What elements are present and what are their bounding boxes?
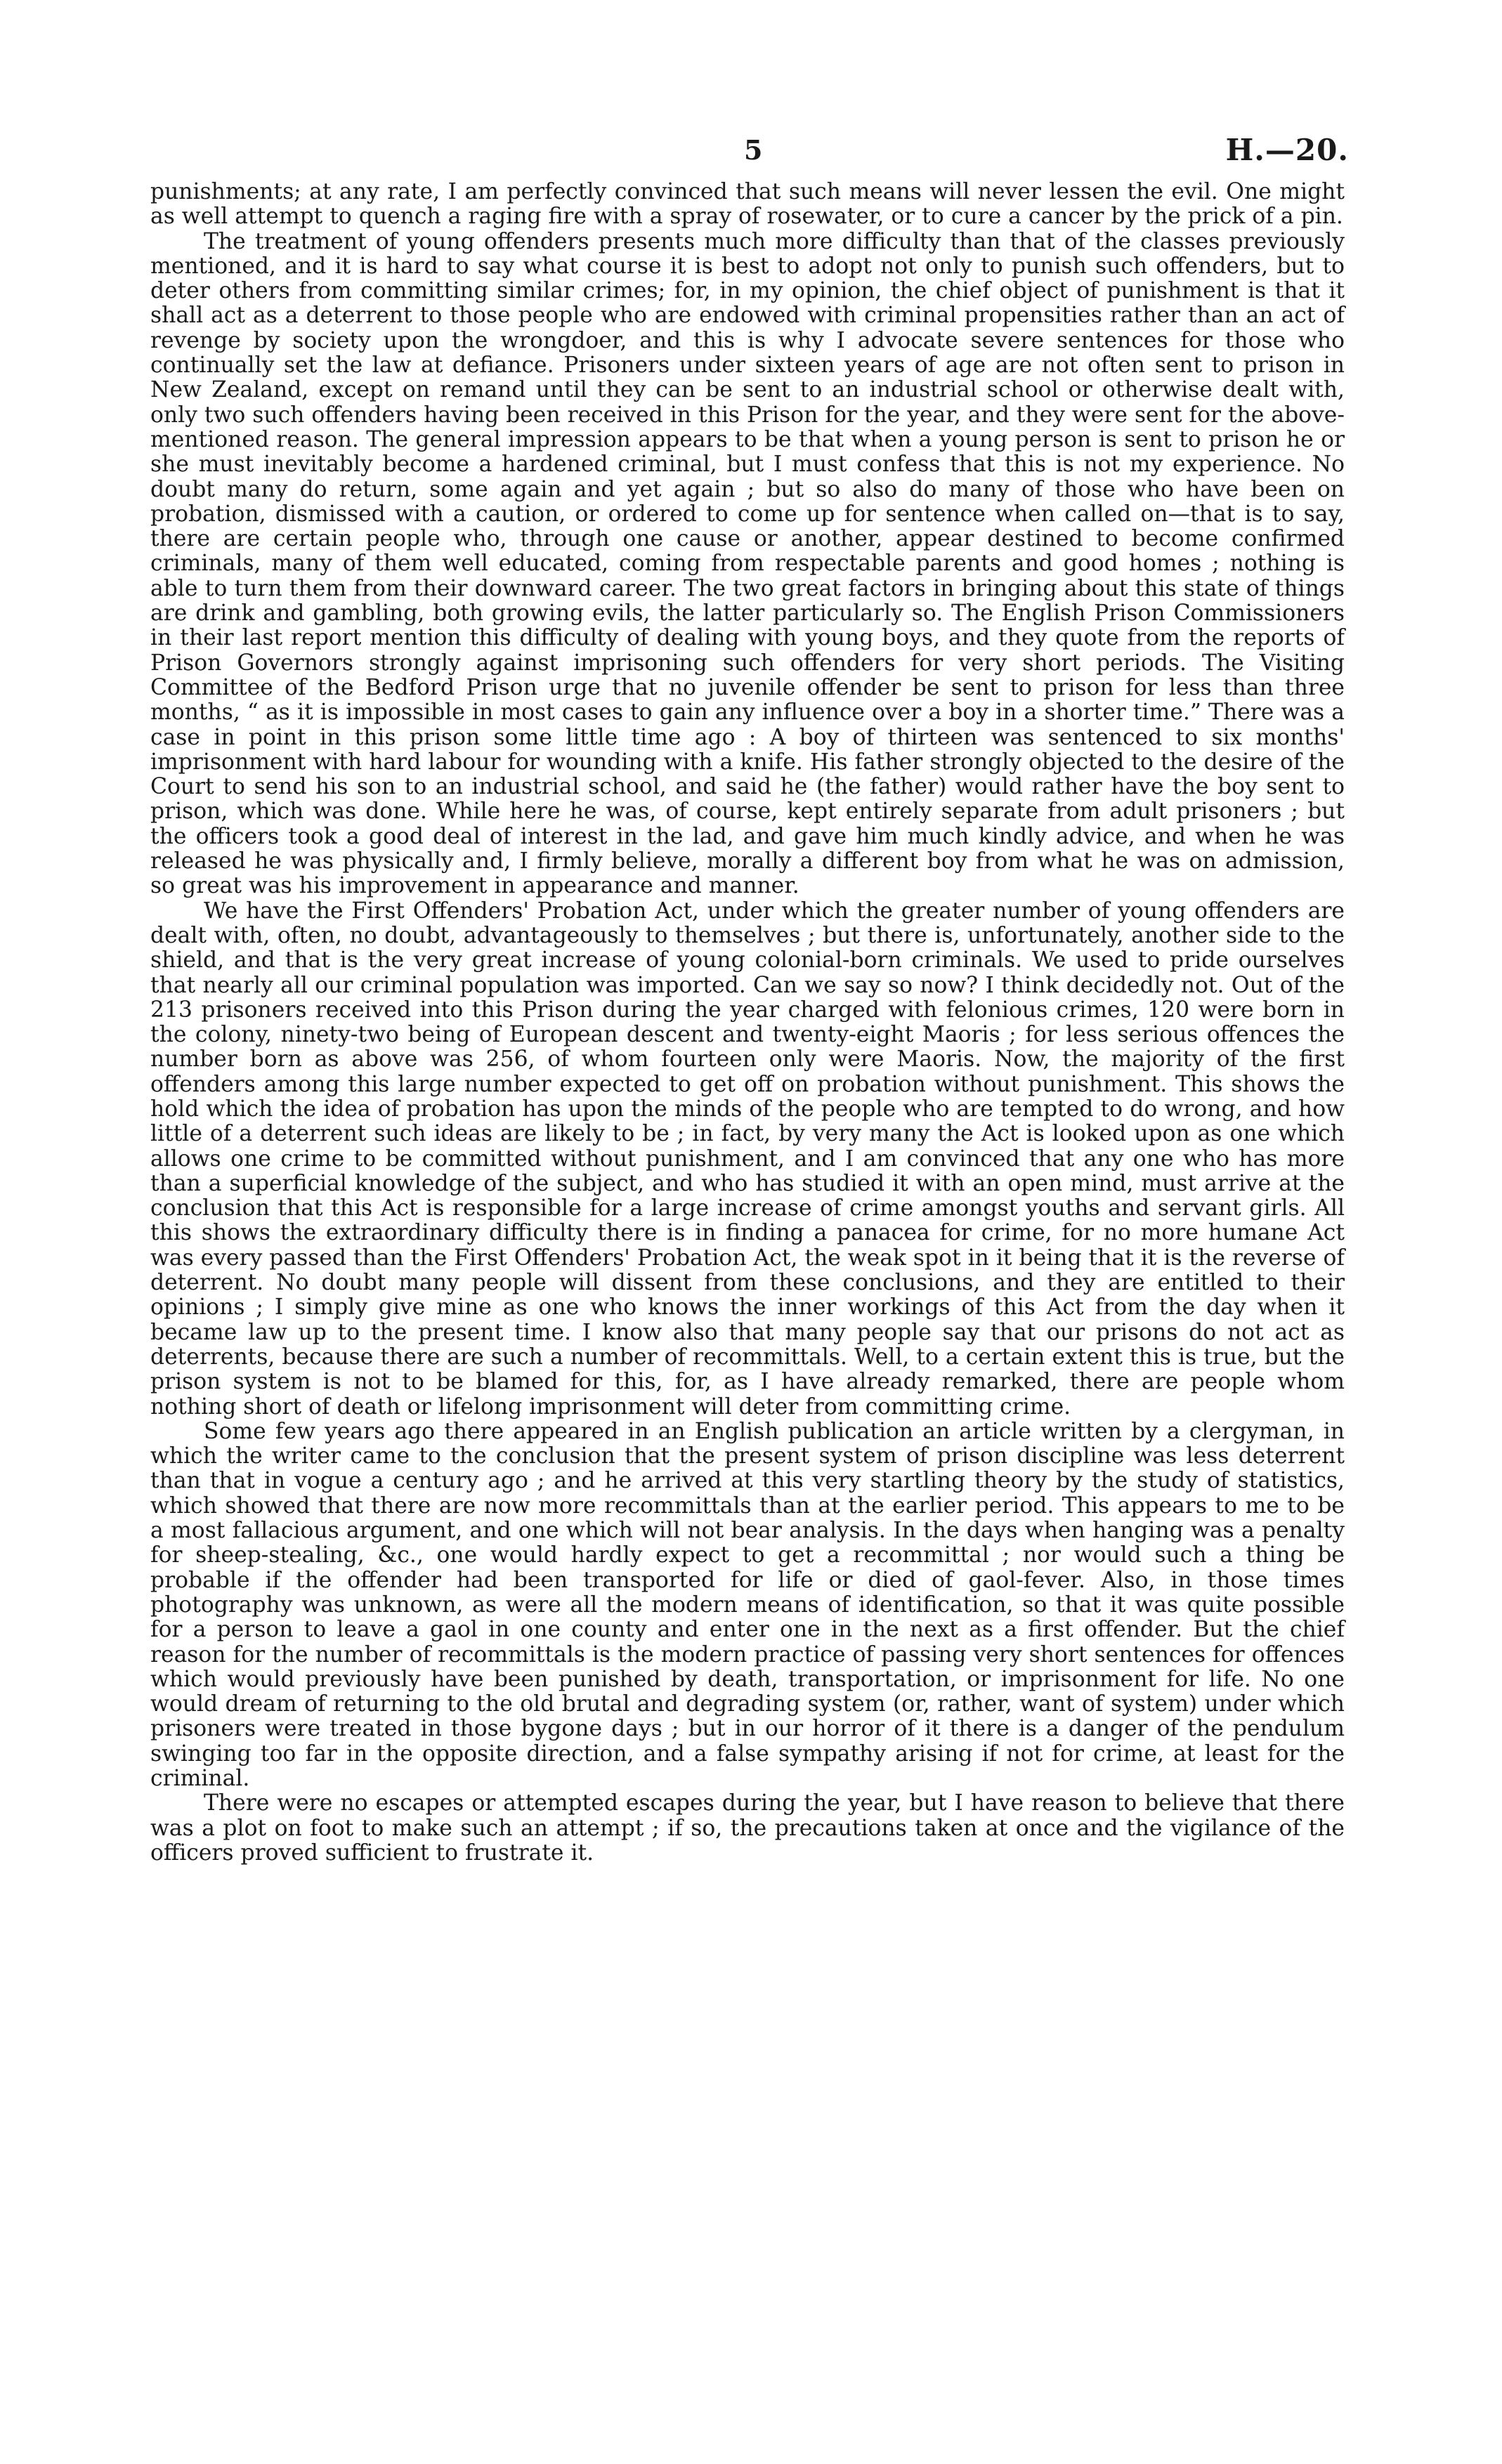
document-page [150,133,1349,1866]
paragraph-young-offenders: The treatment of young offenders presents much more difficulty than that of the classes previously mentioned, and it is hard to say what course it is best to adopt not only to punish such offenders, but to deter others from committing similar crimes; for, in my opinion, the chief object of punishment is that it shall act as a deterrent to those people who are endowed with criminal propensities rather than an act of revenge by society upon the wrongdoer, and this is why I advocate severe sentences for those who continually set the law at defiance. Prisoners under sixteen years of age are not often sent to prison in New Zealand, except on remand until they can be sent to an industrial school or otherwise dealt with, only two such offenders having been received in this Prison for the year, and they were sent for the above-mentioned reason. The general impression appears to be that when a young person is sent to prison he or she must inevitably become a hardened criminal, but I must confess that this is not my experience. No doubt many do return, some again and yet again ; but so also do many of those who have been on probation, dismissed with a caution, or ordered to come up for sentence when called on—that is to say, there are certain people who, through one cause or another, appear destined to become confirmed criminals, many of them well educated, coming from respectable parents and good homes ; nothing is able to turn them from their downward career. The two great factors in bringing about this state of things are drink and gambling, both growing evils, the latter particularly so. The English Prison Commissioners in their last report mention this difficulty of dealing with young boys, and they quote from the reports of Prison Governors strongly against imprisoning such offenders for very short periods. The Visiting Committee of the Bedford Prison urge that no juvenile offender be sent to prison for less than three months, “ as it is impossible in most cases to gain any influence over a boy in a shorter time.” There was a case in point in this prison some little time ago : A boy of thirteen was sentenced to six months' imprisonment with hard labour for wounding with a knife. His father strongly objected to the desire of the Court to send his son to an industrial school, and said he (the father) would rather have the boy sent to prison, which was done. While here he was, of course, kept entirely separate from adult prisoners ; but the officers took a good deal of interest in the lad, and gave him much kindly advice, and when he was released he was physically and, I firmly believe, morally a different boy from what he was on admission, so great was his improvement in appearance and manner. [150,228,1345,899]
page-number: 5 [744,134,763,166]
paragraph-recommittals: Some few years ago there appeared in an English publication an article written by a clergyman, in which the writer came to the conclusion that the present system of prison discipline was less deterrent than that in vogue a century ago ; and he arrived at this very startling theory by the study of statistics, which showed that there are now more recommittals than at the earlier period. This appears to me to be a most fallacious argument, and one which will not bear analysis. In the days when hanging was a penalty for sheep-stealing, &c., one would hardly expect to get a recommittal ; nor would such a thing be probable if the offender had been transported for life or died of gaol-fever. Also, in those times photography was unknown, as were all the modern means of identification, so that it was quite possible for a person to leave a gaol in one county and enter one in the next as a first offender. But the chief reason for the number of recommittals is the modern practice of passing very short sentences for offences which would previously have been punished by death, transportation, or imprisonment for life. No one would dream of returning to the old brutal and degrading system (or, rather, want of system) under which prisoners were treated in those bygone days ; but in our horror of it there is a danger of the pendulum swinging too far in the opposite direction, and a false sympathy arising if not for crime, at least for the criminal. [150,1418,1345,1791]
page-header [150,133,1349,176]
paragraph-escapes: There were no escapes or attempted escapes during the year, but I have reason to believe that there was a plot on foot to make such an attempt ; if so, the precautions taken at once and the vigilance of the officers proved sufficient to frustrate it. [150,1790,1345,1866]
body-text [150,180,1345,1866]
paragraph-continuation: punishments; at any rate, I am perfectly convinced that such means will never lessen the evil. One might as well attempt to quench a raging fire with a spray of rosewater, or to cure a cancer by the prick of a pin. [150,179,1345,230]
document-reference: H.—20. [1225,133,1349,167]
paragraph-probation-act: We have the First Offenders' Probation Act, under which the greater number of young offenders are dealt with, often, no doubt, advantageously to themselves ; but there is, unfortunately, another side to the shield, and that is the very great increase of young colonial-born criminals. We used to pride ourselves that nearly all our criminal population was imported. Can we say so now? I think decidedly not. Out of the 213 prisoners received into this Prison during the year charged with felonious crimes, 120 were born in the colony, ninety-two being of European descent and twenty-eight Maoris ; for less serious offences the number born as above was 256, of whom fourteen only were Maoris. Now, the majority of the first offenders among this large number expected to get off on probation without punishment. This shows the hold which the idea of probation has upon the minds of the people who are tempted to do wrong, and how little of a deterrent such ideas are likely to be ; in fact, by very many the Act is looked upon as one which allows one crime to be committed without punishment, and I am convinced that any one who has more than a superficial knowledge of the subject, and who has studied it with an open mind, must arrive at the conclusion that this Act is responsible for a large increase of crime amongst youths and servant girls. All this shows the extraordinary difficulty there is in finding a panacea for crime, for no more humane Act was every passed than the First Offenders' Probation Act, the weak spot in it being that it is the reverse of deterrent. No doubt many people will dissent from these conclusions, and they are entitled to their opinions ; I simply give mine as one who knows the inner workings of this Act from the day when it became law up to the present time. I know also that many people say that our prisons do not act as deterrents, because there are such a number of recommittals. Well, to a certain extent this is true, but the prison system is not to be blamed for this, for, as I have already remarked, there are people whom nothing short of death or lifelong imprisonment will deter from committing crime. [150,898,1345,1420]
